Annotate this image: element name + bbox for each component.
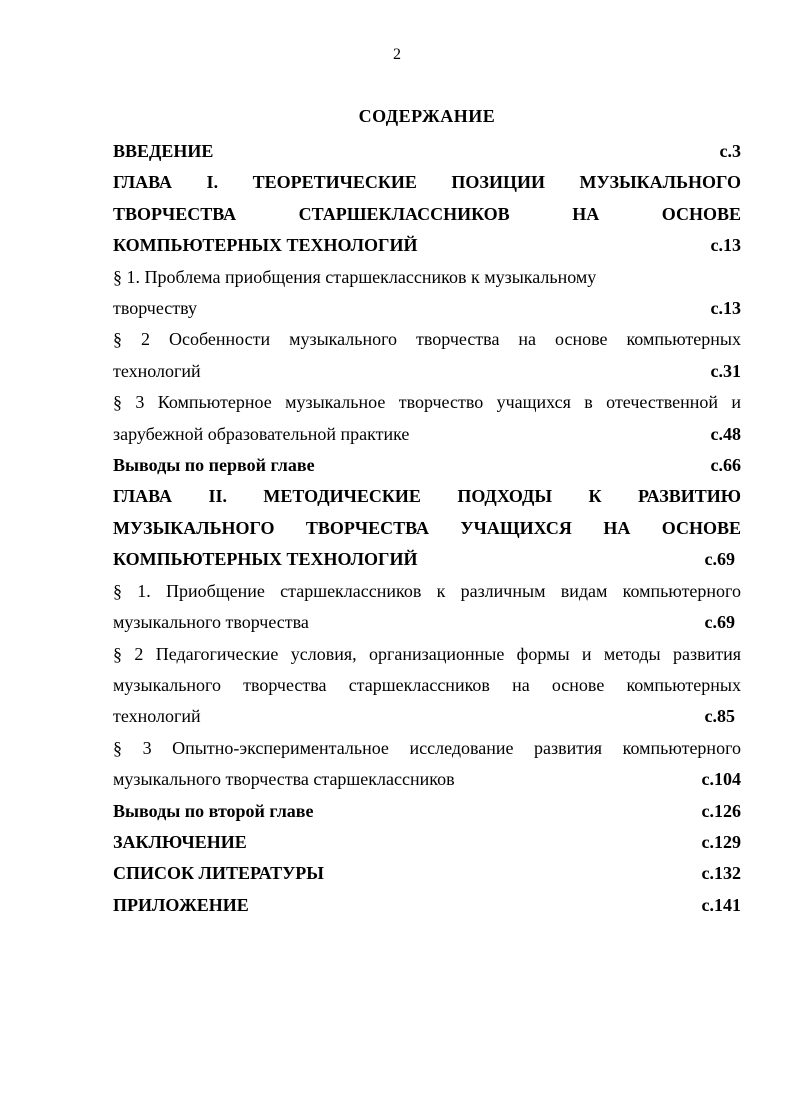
toc-entry-page: с.3 bbox=[719, 141, 741, 161]
toc-entry-page: с.13 bbox=[710, 298, 741, 319]
toc-entry-conclusions-chapter-2[interactable] bbox=[113, 796, 741, 827]
toc-title: СОДЕРЖАНИЕ bbox=[358, 106, 496, 126]
toc-entry-title-line: МУЗЫКАЛЬНОГО ТВОРЧЕСТВА УЧАЩИХСЯ НА ОСНОВЕ bbox=[113, 517, 741, 538]
toc-entry-title-line: зарубежной образовательной практике bbox=[113, 423, 410, 444]
toc-entry-title-line: музыкального творчества старшеклассников на основе компьютерных bbox=[113, 674, 741, 695]
toc-entry-title: ВВЕДЕНИЕ bbox=[113, 141, 214, 161]
toc-entry-section-2-1[interactable] bbox=[113, 576, 741, 639]
toc-entry-conclusion[interactable] bbox=[113, 827, 741, 858]
toc-entry-page: с.48 bbox=[710, 423, 741, 444]
toc-entry-title: Выводы по второй главе bbox=[113, 800, 314, 821]
toc-entry-page: с.132 bbox=[701, 863, 741, 884]
toc-entry-page: с.129 bbox=[701, 831, 741, 852]
toc-entry-title: ЗАКЛЮЧЕНИЕ bbox=[113, 831, 247, 852]
toc-entry-introduction[interactable] bbox=[113, 136, 741, 167]
toc-entry-page: с.126 bbox=[701, 800, 741, 821]
toc-entry-conclusions-chapter-1[interactable] bbox=[113, 450, 741, 481]
toc-entry-title-line: § 2 Особенности музыкального творчества на основе компьютерных bbox=[113, 329, 741, 350]
toc-entry-title-line: КОМПЬЮТЕРНЫХ ТЕХНОЛОГИЙ bbox=[113, 549, 418, 570]
toc-entry-page: с.66 bbox=[710, 455, 741, 476]
toc-entry-page: с.85 bbox=[704, 706, 735, 727]
toc-entry-page: с.104 bbox=[701, 769, 741, 790]
toc-entry-title: СПИСОК ЛИТЕРАТУРЫ bbox=[113, 863, 324, 884]
toc-entry-page: с.69 bbox=[704, 549, 735, 570]
toc-entry-title-line: § 1. Приобщение старшеклассников к различным видам компьютерного bbox=[113, 580, 741, 601]
toc-entry-title-line: творчеству bbox=[113, 298, 198, 319]
toc-entry-title-line: технологий bbox=[113, 706, 201, 727]
toc-entry-section-2-2[interactable] bbox=[113, 639, 741, 733]
toc-entry-appendix[interactable] bbox=[113, 890, 741, 921]
toc-entry-title-line: § 1. Проблема приобщения старшеклассников к музыкальному bbox=[113, 266, 597, 287]
toc-entry-page: с.141 bbox=[701, 894, 741, 915]
toc-entry-title-line: музыкального творчества старшеклассников bbox=[113, 769, 455, 790]
toc-entry-title-line: ТВОРЧЕСТВА СТАРШЕКЛАССНИКОВ НА ОСНОВЕ bbox=[113, 203, 741, 224]
toc-entry-chapter-1[interactable] bbox=[113, 167, 741, 261]
toc-entry-title-line: ГЛАВА I. ТЕОРЕТИЧЕСКИЕ ПОЗИЦИИ МУЗЫКАЛЬНОГО bbox=[113, 172, 741, 193]
toc-entry-section-1-3[interactable] bbox=[113, 387, 741, 450]
toc-entry-bibliography[interactable] bbox=[113, 858, 741, 889]
toc-entry-page: с.31 bbox=[710, 360, 741, 381]
page-number: 2 bbox=[393, 46, 401, 63]
table-of-contents bbox=[113, 136, 741, 921]
toc-entry-title: ПРИЛОЖЕНИЕ bbox=[113, 894, 249, 915]
toc-entry-page: с.13 bbox=[710, 235, 741, 256]
toc-entry-title-line: § 3 Компьютерное музыкальное творчество учащихся в отечественной и bbox=[113, 392, 741, 413]
toc-entry-section-2-3[interactable] bbox=[113, 733, 741, 796]
toc-entry-title-line: музыкального творчества bbox=[113, 612, 309, 633]
toc-entry-title-line: технологий bbox=[113, 360, 201, 381]
toc-entry-title-line: ГЛАВА II. МЕТОДИЧЕСКИЕ ПОДХОДЫ К РАЗВИТИЮ bbox=[113, 486, 741, 507]
toc-entry-section-1-1[interactable] bbox=[113, 262, 741, 325]
toc-entry-title-line: § 2 Педагогические условия, организационные формы и методы развития bbox=[113, 643, 741, 664]
toc-entry-chapter-2[interactable] bbox=[113, 481, 741, 575]
toc-entry-title: Выводы по первой главе bbox=[113, 455, 315, 476]
toc-entry-page: с.69 bbox=[704, 612, 735, 633]
toc-entry-section-1-2[interactable] bbox=[113, 324, 741, 387]
toc-entry-title-line: КОМПЬЮТЕРНЫХ ТЕХНОЛОГИЙ bbox=[113, 235, 418, 256]
toc-entry-title-line: § 3 Опытно-экспериментальное исследование развития компьютерного bbox=[113, 737, 741, 758]
